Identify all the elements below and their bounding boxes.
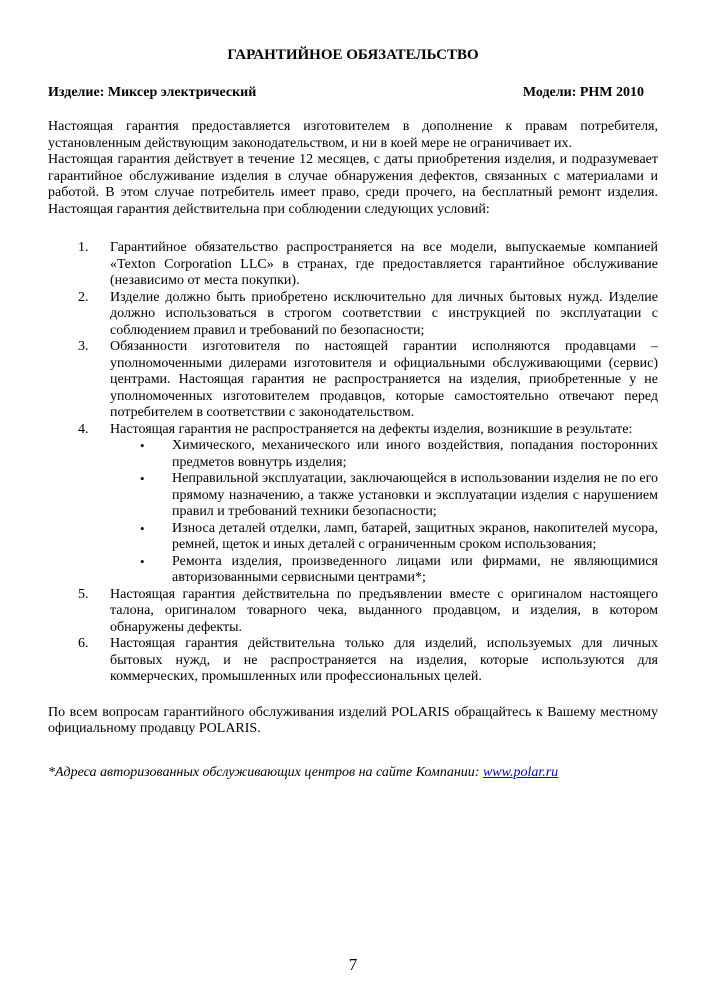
conditions-list: [48, 240, 658, 686]
condition-number: 5.: [78, 586, 89, 602]
condition-text: Изделие должно быть приобретено исключительно для личных бытовых нужд. Изделие должно использоваться в строгом соответствии с инструкцией по эксплуатации с соблюдением правил и требований по безопасности;: [110, 289, 658, 338]
intro-paragraph-2: Настоящая гарантия действует в течение 12 месяцев, с даты приобретения изделия, и подразумевает гарантийное обслуживание изделия в случае обнаружения дефектов, связанных с материалами и работой. В этом случае потребитель имеет право, среди прочего, на бесплатный ремонт изделия. Настоящая гарантия действительна при соблюдении следующих условий:: [48, 152, 658, 217]
closing-paragraph: По всем вопросам гарантийного обслуживания изделий POLARIS обращайтесь к Вашему местному официальному продавцу POLARIS.: [48, 704, 658, 736]
exclusion-text: Химического, механического или иного воздействия, попадания посторонних предметов вовнутрь изделия;: [172, 438, 658, 470]
condition-text: Настоящая гарантия действительна только для изделий, используемых для личных бытовых нужд, и не распространяется на изделия, которые используются для коммерческих, промышленных или профессиональных целей.: [110, 636, 658, 684]
page-number: 7: [348, 955, 358, 974]
exclusion-item: [110, 438, 658, 471]
condition-item: [48, 290, 658, 340]
document-title: ГАРАНТИЙНОЕ ОБЯЗАТЕЛЬСТВО: [227, 47, 479, 63]
bullet-icon: •: [140, 520, 145, 536]
exclusion-item: [110, 554, 658, 587]
condition-number: 4.: [78, 421, 89, 437]
exclusion-text: Ремонта изделия, произведенного лицами или фирмами, не являющимися авторизованными сервисными центрами*;: [172, 553, 658, 585]
footnote: [48, 764, 658, 781]
intro-paragraph-1: Настоящая гарантия предоставляется изготовителем в дополнение к правам потребителя, установленным действующим законодательством, и ни в коей мере не ограничивает их.: [48, 119, 658, 151]
condition-text: Настоящая гарантия не распространяется на дефекты изделия, возникшие в результате:: [110, 421, 633, 437]
model-label: Модели: PHM 2010: [522, 85, 644, 100]
condition-item: [48, 587, 658, 637]
bullet-icon: •: [140, 471, 145, 486]
condition-text: Гарантийное обязательство распространяется на все модели, выпускаемые компанией «Texton Corporation LLC» в странах, где предоставляется гарантийное обслуживание (независимо от места покупки).: [110, 240, 658, 288]
exclusion-text: Износа деталей отделки, ламп, батарей, защитных экранов, накопителей мусора, ремней, щеток и иных деталей с ограниченным сроком использования;: [172, 520, 658, 552]
condition-item: [48, 422, 658, 587]
condition-text: Настоящая гарантия действительна по предъявлении вместе с оригиналом настоящего талона, оригиналом товарного чека, выданного продавцом, и изделия, в котором обнаружены дефекты.: [110, 586, 658, 635]
condition-number: 3.: [78, 339, 89, 354]
exclusion-item: [110, 471, 658, 521]
product-row: [48, 84, 658, 101]
condition-number: 6.: [78, 636, 89, 651]
bullet-icon: •: [140, 438, 145, 453]
bullet-icon: •: [140, 553, 145, 569]
condition-item: [48, 339, 658, 422]
condition-item: [48, 240, 658, 290]
product-label: Изделие: Миксер электрический: [48, 85, 257, 100]
condition-text: Обязанности изготовителя по настоящей гарантии исполняются продавцами – уполномоченными дилерами изготовителя и официальными обслуживающими (сервис) центрами. Настоящая гарантия не распространяется на изделия, приобретенные у не уполномоченных изготовителем продавцов, которые самостоятельно отвечают перед потребителем в соответствии с законодательством.: [110, 339, 658, 420]
footnote-text: *Адреса авторизованных обслуживающих центров на сайте Компании:: [48, 764, 483, 780]
exclusion-item: [110, 521, 658, 554]
condition-number: 2.: [78, 289, 89, 305]
condition-number: 1.: [78, 240, 89, 255]
exclusions-list: [110, 438, 658, 587]
exclusion-text: Неправильной эксплуатации, заключающейся в использовании изделия не по его прямому назначению, а также установки и эксплуатации изделия с нарушением правил и требований техники безопасности;: [172, 471, 658, 519]
warranty-page: [48, 46, 658, 781]
condition-item: [48, 636, 658, 686]
website-link[interactable]: www.polar.ru: [482, 764, 559, 780]
